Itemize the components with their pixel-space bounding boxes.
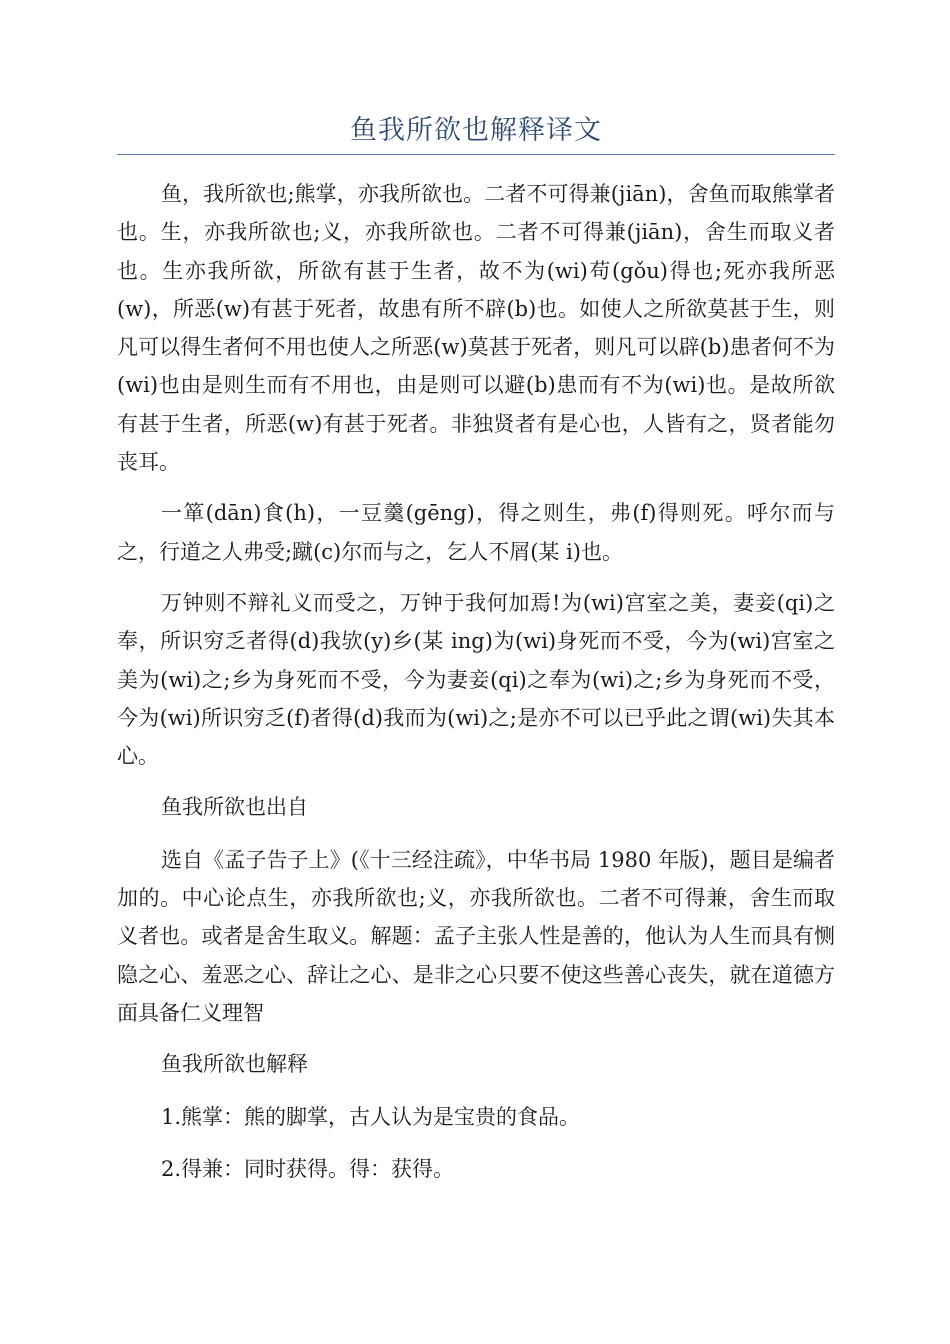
explanation-item-2: 2.得兼：同时获得。得：获得。 [161, 1156, 455, 1181]
document-title: 鱼我所欲也解释译文 [350, 115, 602, 146]
title-underline [117, 154, 835, 155]
document-body [117, 175, 835, 1188]
paragraph-original-text-2: 一箪(dān)食(h)，一豆羹(gēng)，得之则生，弗(f)得则死。呼尔而与之，行道之人弗受;蹴(c)尔而与之，乞人不屑(某 i)也。 [117, 501, 835, 564]
paragraph-source-description: 选自《孟子告子上》(《十三经注疏》，中华书局 1980 年版)，题目是编者加的。中心论点生，亦我所欲也;义，亦我所欲也。二者不可得兼，舍生而取义者也。或者是舍生取义。解题：孟子主张人性是善的，他认为人生而具有恻隐之心、羞恶之心、辞让之心、是非之心只要不使这些善心丧失，就在道德方面具备仁义理智 [117, 847, 835, 1025]
paragraph-original-text-3: 万钟则不辩礼义而受之，万钟于我何加焉!为(wi)宫室之美，妻妾(qi)之奉，所识穷乏者得(d)我欤(y)乡(某 ing)为(wi)身死而不受，今为(wi)宫室之美为(wi)之;乡为身死而不受，今为妻妾(qi)之奉为(wi)之;乡为身死而不受，今为(wi)所识穷乏(f)者得(d)我而为(wi)之;是亦不可以已乎此之谓(wi)失其本心。 [117, 590, 835, 769]
explanation-item-1: 1.熊掌：熊的脚掌，古人认为是宝贵的食品。 [161, 1104, 581, 1129]
section-heading-explanation: 鱼我所欲也解释 [161, 1052, 308, 1077]
document-page [117, 0, 835, 1202]
paragraph-original-text-1: 鱼，我所欲也;熊掌，亦我所欲也。二者不可得兼(jiān)，舍鱼而取熊掌者也。生，亦我所欲也;义，亦我所欲也。二者不可得兼(jiān)，舍生而取义者也。生亦我所欲，所欲有甚于生者，故不为(wi)苟(gǒu)得也;死亦我所恶(w)，所恶(w)有甚于死者，故患有所不辟(b)也。如使人之所欲莫甚于生，则凡可以得生者何不用也使人之所恶(w)莫甚于死者，则凡可以辟(b)患者何不为(wi)也由是则生而有不用也，由是则可以避(b)患而有不为(wi)也。是故所欲有甚于生者，所恶(w)有甚于死者。非独贤者有是心也，人皆有之，贤者能勿丧耳。 [117, 182, 835, 475]
section-heading-source: 鱼我所欲也出自 [161, 795, 308, 820]
